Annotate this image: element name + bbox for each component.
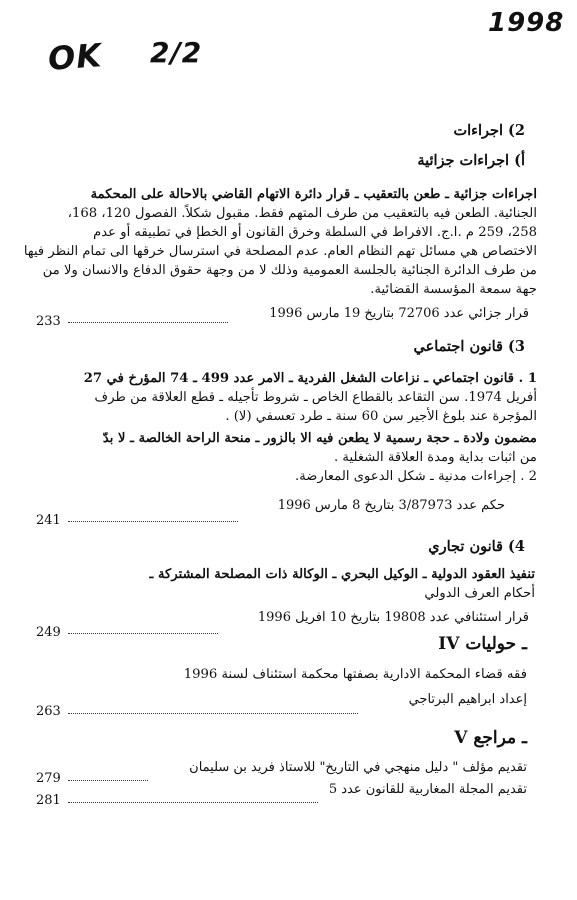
subA-line-3: 258، 259 م .ا.ج. الافراط في السلطة وخرق القانون أو الخطإ في تطبيقه أو عدم <box>93 225 537 240</box>
subA-page-number: 233 <box>36 314 61 329</box>
section-v-item-1-page: 279 <box>36 771 61 786</box>
subA-leader-dots <box>68 322 228 323</box>
handwritten-year: 1998 <box>488 8 565 38</box>
sub3-line-6: 2 . إجراءات مدنية ـ شكل الدعوى المعارضة. <box>295 469 537 484</box>
sub4-page-number: 249 <box>36 625 61 640</box>
sub3-line-3: المؤجرة عند بلوغ الأجير سن 60 سنة ـ طرد تعسفي (لا) . <box>225 409 537 424</box>
subsection-a-title: أ) اجراءات جزائية <box>417 152 525 169</box>
subA-line-2: الجنائية. الطعن فيه بالتعقيب من طرف المتهم فقط. مقبول شكلاً. الفصول 120، 168، <box>67 206 537 221</box>
sub3-leader-dots <box>68 521 238 522</box>
section-v-title: V ـ مراجع <box>454 728 527 748</box>
subsection-4-title: 4) قانون تجاري <box>428 538 525 555</box>
section-iv-title: IV ـ حوليات <box>438 634 527 654</box>
subA-line-6: جهة سمعة المؤسسة القضائية. <box>370 282 537 297</box>
sub3-line-2: أفريل 1974. سن التقاعد بالقطاع الخاص ـ شروط تأجيله ـ قطع العلاقة من طرف <box>94 390 537 405</box>
handwritten-fraction: 2/2 <box>150 36 203 69</box>
sub3-line-1: 1 . قانون اجتماعي ـ نزاعات الشغل الفردية ـ الامر عدد 499 ـ 74 المؤرخ في 27 <box>83 371 537 386</box>
subA-line-4: الاختصاص هي مسائل تهم النظام العام. عدم المصلحة في استرسال خرقها الى تمام النظر فيها <box>23 244 537 259</box>
section-iv-line: فقه قضاء المحكمة الادارية بصفتها محكمة استئناف لسنة 1996 <box>183 667 527 682</box>
sub3-page-number: 241 <box>36 513 61 528</box>
section-v-item-2: تقديم المجلة المغاربية للقانون عدد 5 <box>328 782 527 797</box>
section-iv-page-number: 263 <box>36 704 61 719</box>
sub4-line-2: أحكام العرف الدولي <box>424 586 535 601</box>
sub3-line-5: من اثبات بداية ومدة العلاقة الشغلية . <box>334 450 537 465</box>
section-iv-leader-dots <box>68 713 358 714</box>
section-2-title: 2) اجراءات <box>453 122 525 139</box>
sub4-reference: قرار استئنافي عدد 19808 بتاريخ 10 افريل 1996 <box>257 610 529 625</box>
section-iv-author: إعداد ابراهيم البرتاجي <box>408 692 527 707</box>
section-v-item-2-leader-dots <box>68 802 318 803</box>
sub3-reference: حكم عدد 3/87973 بتاريخ 8 مارس 1996 <box>277 498 505 513</box>
section-v-item-1-leader-dots <box>68 780 148 781</box>
sub3-line-4: مضمون ولادة ـ حجة رسمية لا يطعن فيه الا بالزور ـ منحة الراحة الخالصة ـ لا بدّ <box>102 431 537 446</box>
sub4-line-1: تنفيذ العقود الدولية ـ الوكيل البحري ـ الوكالة ذات المصلحة المشتركة ـ <box>149 567 535 582</box>
handwritten-ok: OK <box>46 36 104 78</box>
section-v-item-2-page: 281 <box>36 793 61 808</box>
subA-reference: قرار جزائي عدد 72706 بتاريخ 19 مارس 1996 <box>269 306 529 321</box>
sub4-leader-dots <box>68 633 218 634</box>
subA-line-5: من طرف الدائرة الجنائية بالجلسة العمومية وذلك لا من وجهة حقوق الدفاع والانسان ولا من <box>42 263 537 278</box>
subsection-3-title: 3) قانون اجتماعي <box>413 338 525 355</box>
section-v-item-1: تقديم مؤلف " دليل منهجي في التاريخ" للاستاذ فريد بن سليمان <box>189 760 527 775</box>
subA-line-1: اجراءات جزائية ـ طعن بالتعقيب ـ قرار دائرة الاتهام القاضي بالاحالة على المحكمة <box>90 187 537 202</box>
